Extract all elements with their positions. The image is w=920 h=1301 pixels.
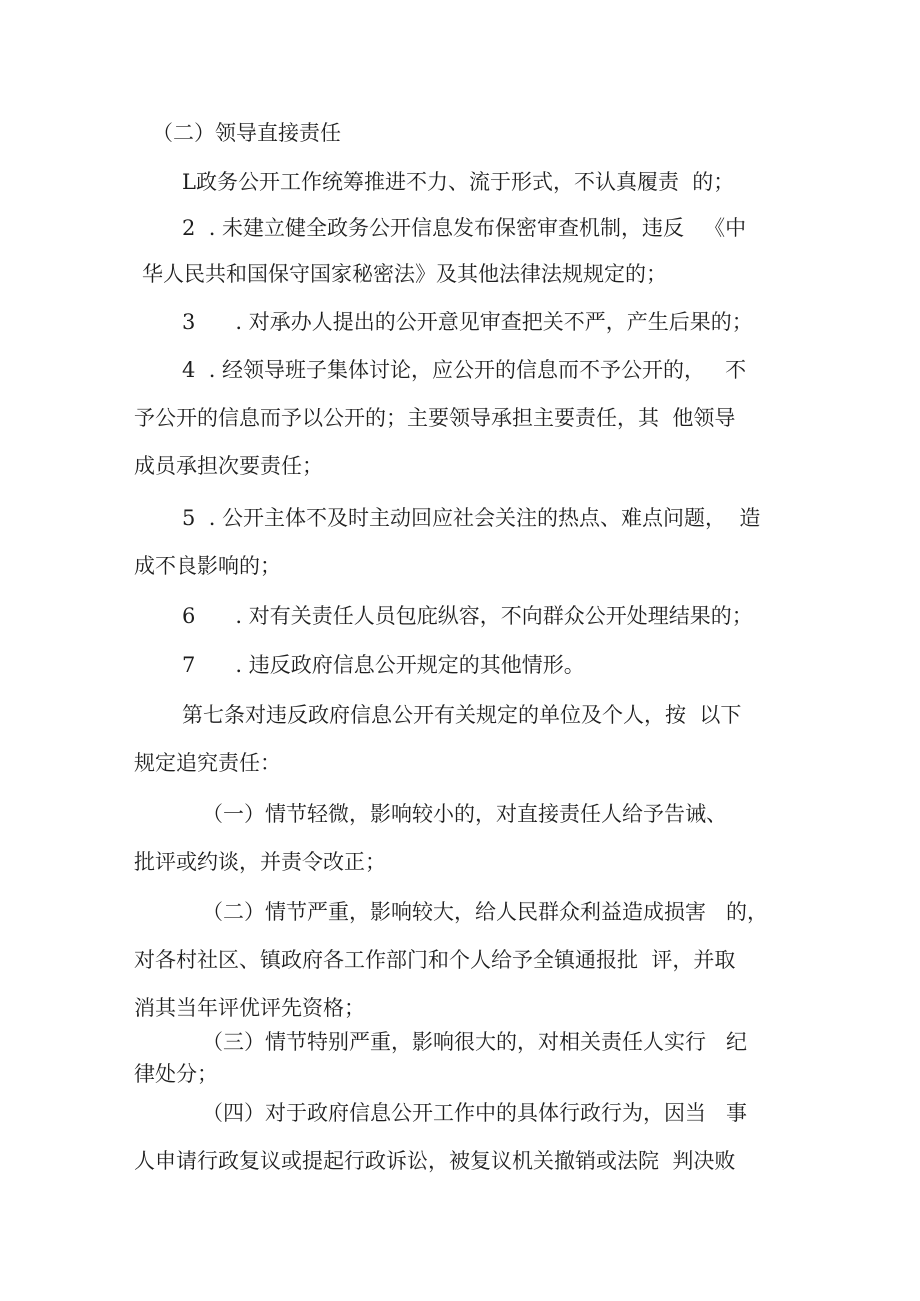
clause-item-4: 4 . 经领导班子集体讨论，应公开的信息而不予公开的， 不 [182, 358, 747, 382]
clause-item-3: 3 . 对承办人提出的公开意见审查把关不严，产生后果的； [182, 310, 753, 334]
clause-item-7: 7 . 违反政府信息公开规定的其他情形。 [182, 653, 585, 677]
clause-item-4-cont-1: 予公开的信息而予以公开的；主要领导承担主要责任，其 他领导 [134, 406, 736, 430]
penalty-item-1: （一）情节轻微，影响较小的，对直接责任人给予告诫、 [202, 802, 727, 826]
penalty-item-1-cont: 批评或约谈，并责令改正； [134, 850, 386, 874]
penalty-item-2: （二）情节严重，影响较大，给人民群众利益造成损害 的， [202, 900, 769, 924]
clause-item-6: 6 . 对有关责任人员包庇纵容，不向群众公开处理结果的； [182, 604, 753, 628]
clause-item-4-cont-2: 成员承担次要责任； [134, 454, 323, 478]
section-heading-leader-responsibility: （二）领导直接责任 [152, 121, 341, 145]
clause-item-2: 2 . 未建立健全政务公开信息发布保密审查机制，违反 《中 [182, 216, 747, 240]
penalty-item-3-cont: 律处分； [134, 1062, 218, 1086]
clause-item-5: 5 . 公开主体不及时主动回应社会关注的热点、难点问题， 造 [182, 506, 761, 530]
clause-item-5-cont: 成不良影响的； [134, 554, 281, 578]
clause-item-1: L政务公开工作统筹推进不力、流于形式，不认真履责 的； [182, 170, 735, 194]
article-7-intro-cont: 规定追究责任： [134, 751, 281, 775]
penalty-item-3: （三）情节特别严重，影响很大的，对相关责任人实行 纪 [202, 1030, 748, 1054]
penalty-item-2-cont-2: 消其当年评优评先资格； [134, 996, 365, 1020]
clause-item-2-cont: 华人民共和国保守国家秘密法》及其他法律法规规定的； [142, 262, 667, 286]
penalty-item-4-cont: 人申请行政复议或提起行政诉讼，被复议机关撤销或法院 判决败 [134, 1149, 736, 1173]
penalty-item-2-cont-1: 对各村社区、镇政府各工作部门和个人给予全镇通报批 评，并取 [134, 948, 736, 972]
penalty-item-4: （四）对于政府信息公开工作中的具体行政行为，因当 事 [202, 1101, 748, 1125]
article-7-intro: 第七条对违反政府信息公开有关规定的单位及个人，按 以下 [182, 703, 742, 727]
